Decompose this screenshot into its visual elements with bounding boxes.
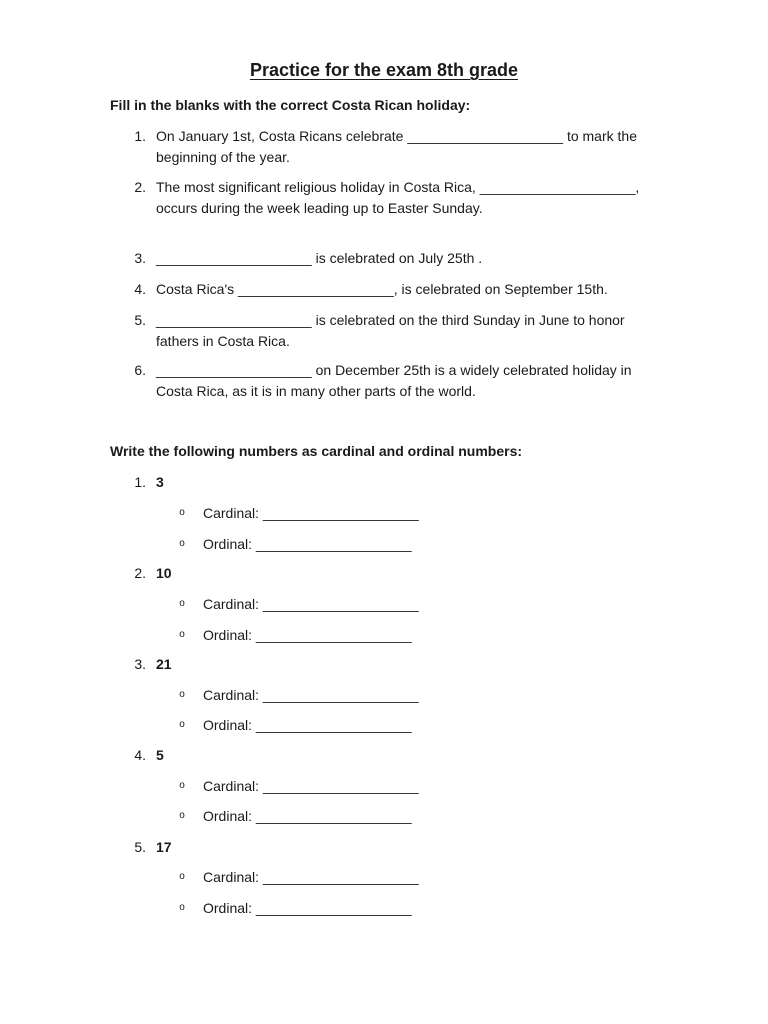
bullet-icon: o: [179, 629, 185, 640]
section-heading-holidays: Fill in the blanks with the correct Costa Rican holiday:: [110, 97, 471, 113]
bullet-icon: o: [179, 598, 185, 609]
cardinal-label: Cardinal: ____________________: [203, 778, 419, 794]
section-heading-numbers: Write the following numbers as cardinal and ordinal numbers:: [110, 443, 523, 459]
cardinal-label: Cardinal: ____________________: [203, 869, 419, 885]
question-number: 4.: [134, 281, 146, 297]
number-item-value: 10: [156, 565, 172, 581]
question-number: 3.: [134, 250, 146, 266]
bullet-icon: o: [179, 780, 185, 791]
question-text: ____________________ is celebrated on July 25th .: [156, 250, 483, 266]
bullet-icon: o: [179, 810, 185, 821]
number-item-index: 1.: [134, 474, 146, 490]
question-text: On January 1st, Costa Ricans celebrate ____________________ to mark the beginning of the year.: [156, 128, 637, 165]
number-item-index: 2.: [134, 565, 146, 581]
question-number: 2.: [134, 179, 146, 195]
number-item-index: 5.: [134, 839, 146, 855]
bullet-icon: o: [179, 871, 185, 882]
question-text: The most significant religious holiday in Costa Rica, ____________________, occurs during the week leading up to Easter Sunday.: [156, 179, 640, 216]
ordinal-label: Ordinal: ____________________: [203, 900, 412, 916]
ordinal-label: Ordinal: ____________________: [203, 536, 412, 552]
cardinal-label: Cardinal: ____________________: [203, 687, 419, 703]
question-text: ____________________ on December 25th is a widely celebrated holiday in Costa Rica, as it is in many other parts of the world.: [156, 362, 632, 399]
bullet-icon: o: [179, 507, 185, 518]
bullet-icon: o: [179, 538, 185, 549]
number-item-value: 3: [156, 474, 164, 490]
ordinal-label: Ordinal: ____________________: [203, 717, 412, 733]
bullet-icon: o: [179, 689, 185, 700]
bullet-icon: o: [179, 719, 185, 730]
ordinal-label: Ordinal: ____________________: [203, 808, 412, 824]
question-text: Costa Rica's ____________________, is celebrated on September 15th.: [156, 281, 608, 297]
question-text: ____________________ is celebrated on the third Sunday in June to honor fathers in Costa Rica.: [156, 312, 625, 349]
number-item-value: 21: [156, 656, 172, 672]
question-number: 6.: [134, 362, 146, 378]
bullet-icon: o: [179, 902, 185, 913]
number-item-index: 4.: [134, 747, 146, 763]
number-item-value: 17: [156, 839, 172, 855]
page-title: Practice for the exam 8th grade: [249, 60, 519, 80]
question-number: 5.: [134, 312, 146, 328]
cardinal-label: Cardinal: ____________________: [203, 596, 419, 612]
question-number: 1.: [134, 128, 146, 144]
ordinal-label: Ordinal: ____________________: [203, 627, 412, 643]
cardinal-label: Cardinal: ____________________: [203, 505, 419, 521]
number-item-index: 3.: [134, 656, 146, 672]
number-item-value: 5: [156, 747, 164, 763]
